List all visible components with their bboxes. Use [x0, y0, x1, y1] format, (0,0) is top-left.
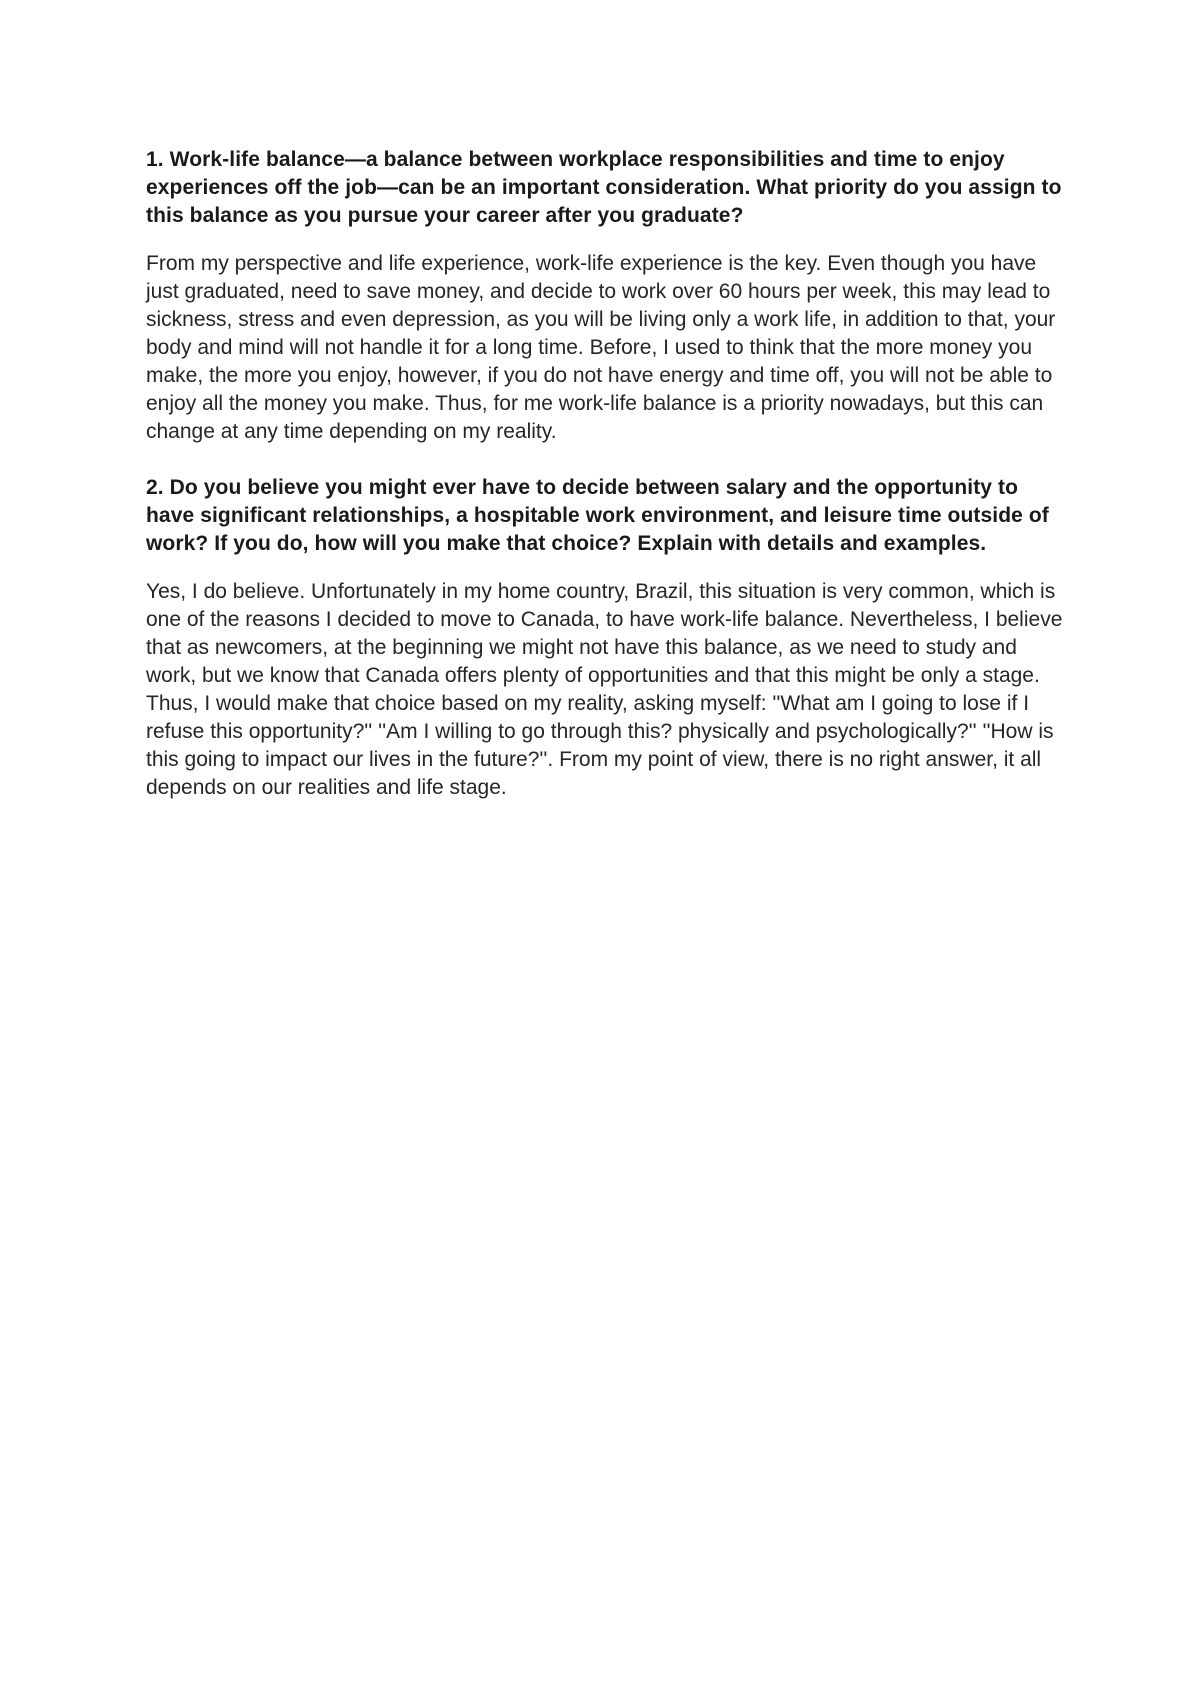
- document-body: [146, 146, 1066, 830]
- answer-1: From my perspective and life experience, work-life experience is the key. Even though you have just graduated, need to save money, and decide to work over 60 hours per week, this may lead to sickness, stress and even depression, as you will be living only a work life, in addition to that, your body and mind will not handle it for a long time. Before, I used to think that the more money you make, the more you enjoy, however, if you do not have energy and time off, you will not be able to enjoy all the money you make. Thus, for me work-life balance is a priority nowadays, but this can change at any time depending on my reality.: [146, 252, 1056, 443]
- question-2: 2. Do you believe you might ever have to decide between salary and the opportunity to have significant relationships, a hospitable work environment, and leisure time outside of work? If you do, how will you make that choice? Explain with details and examples.: [146, 476, 1049, 555]
- question-1: 1. Work-life balance—a balance between workplace responsibilities and time to enjoy experiences off the job—can be an important consideration. What priority do you assign to this balance as you pursue your career after you graduate?: [146, 148, 1062, 227]
- answer-2: Yes, I do believe. Unfortunately in my home country, Brazil, this situation is very common, which is one of the reasons I decided to move to Canada, to have work-life balance. Nevertheless, I believe that as newcomers, at the beginning we might not have this balance, as we need to study and work, but we know that Canada offers plenty of opportunities and that this might be only a stage. Thus, I would make that choice based on my reality, asking myself: ''What am I going to lose if I refuse this opportunity?'' ''Am I willing to go through this? physically and psychologically?'' ''How is this going to impact our lives in the future?''. From my point of view, there is no right answer, it all depends on our realities and life stage.: [146, 580, 1063, 799]
